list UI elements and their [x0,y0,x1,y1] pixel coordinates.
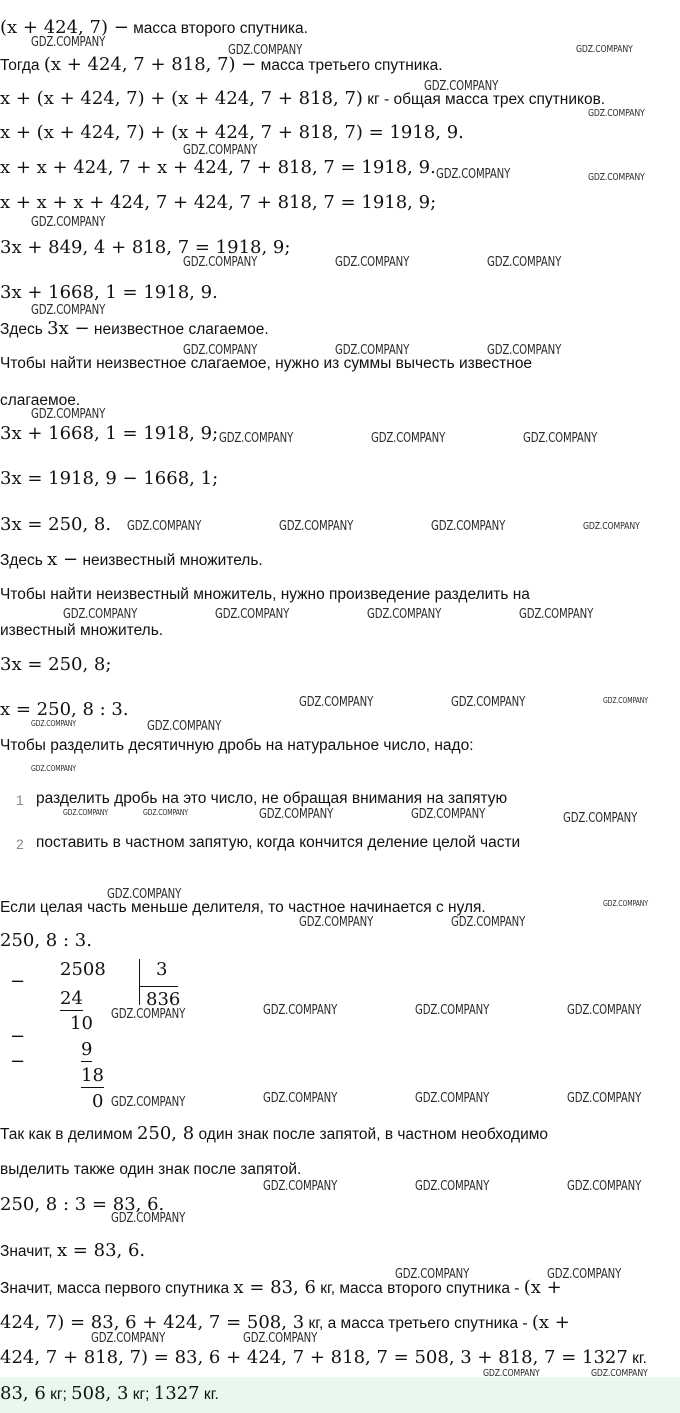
watermark: GDZ.COMPANY [395,1267,470,1282]
watermark: GDZ.COMPANY [603,696,648,705]
watermark: GDZ.COMPANY [215,607,290,622]
watermark: GDZ.COMPANY [31,764,76,773]
text-segment: кг, масса второго спутника - [315,1280,524,1297]
line-16 [0,584,680,606]
math-expression: 3x − [47,318,90,339]
math-expression: 3x + 849, 4 + 818, 7 = 1918, 9; [0,237,291,258]
line-5 [0,157,680,180]
text-segment: выделить также один знак после запятой. [0,1161,302,1178]
watermark: GDZ.COMPANY [279,519,354,534]
minus-sign-3: − [10,1051,26,1072]
watermark: GDZ.COMPANY [576,44,633,55]
minus-sign-2: − [10,1026,26,1047]
watermark: GDZ.COMPANY [451,695,526,710]
math-expression: (x + [523,1277,562,1298]
subtrahend-2: 9 [81,1039,93,1060]
watermark: GDZ.COMPANY [547,1267,622,1282]
watermark: GDZ.COMPANY [183,143,258,158]
line-29 [0,1347,680,1370]
text-segment: кг, а масса третьего спутника - [304,1315,532,1332]
watermark: GDZ.COMPANY [259,807,334,822]
answer-box [0,1377,680,1413]
line-24 [0,1159,680,1181]
dividend: 2508 [60,959,106,980]
watermark: GDZ.COMPANY [603,899,648,908]
watermark: GDZ.COMPANY [183,255,258,270]
math-expression: 3x = 250, 8; [0,654,112,675]
text-segment: один знак после запятой, в частном необходимо [194,1126,549,1143]
watermark: GDZ.COMPANY [127,519,202,534]
watermark: GDZ.COMPANY [143,808,188,817]
watermark: GDZ.COMPANY [111,1007,186,1022]
divisor: 3 [156,959,168,980]
watermark: GDZ.COMPANY [299,695,374,710]
watermark: GDZ.COMPANY [31,303,106,318]
math-expression: 250, 8 : 3. [0,930,92,951]
long-division [0,955,240,1115]
line-4 [0,122,680,145]
watermark: GDZ.COMPANY [63,808,108,817]
watermark: GDZ.COMPANY [31,215,106,230]
watermark: GDZ.COMPANY [335,343,410,358]
watermark: GDZ.COMPANY [31,719,76,728]
step-2-number: 2 [16,836,24,852]
math-expression: (x + 424, 7 + 818, 7) − [43,54,257,75]
watermark: GDZ.COMPANY [588,108,645,119]
text-segment: кг. [627,1350,647,1367]
math-expression: 250, 8 : 3 = 83, 6. [0,1194,165,1215]
math-expression: x = 83, 6. [56,1240,146,1261]
watermark: GDZ.COMPANY [228,43,303,58]
watermark: GDZ.COMPANY [219,431,294,446]
math-expression: x + (x + 424, 7) + (x + 424, 7 + 818, 7) = 1918, 9. [0,122,464,143]
text-segment: Если целая часть меньше делителя, то частное начинается с нуля. [0,899,486,916]
line-26 [0,1240,680,1263]
watermark: GDZ.COMPANY [263,1179,338,1194]
watermark: GDZ.COMPANY [583,521,640,532]
text-segment: кг - общая масса трех спутников. [362,91,606,108]
watermark: GDZ.COMPANY [31,407,106,422]
line-13 [0,468,680,491]
text-segment: известный множитель. [0,622,164,639]
math-expression: 1327 [153,1383,200,1404]
watermark: GDZ.COMPANY [567,1179,642,1194]
text-segment: слагаемое. [0,392,81,409]
step-1-number: 1 [16,792,24,808]
math-expression: 250, 8 [136,1123,195,1144]
line-2 [0,54,680,77]
watermark: GDZ.COMPANY [411,807,486,822]
text-segment: Чтобы найти неизвестное слагаемое, нужно из суммы вычесть известное [0,355,533,372]
line-20 [0,735,680,757]
line-23 [0,1123,680,1146]
text-segment: кг; [45,1386,72,1403]
watermark: GDZ.COMPANY [183,343,258,358]
line-8 [0,282,680,305]
watermark: GDZ.COMPANY [436,167,511,182]
line-6 [0,192,680,215]
answer-line [0,1383,680,1406]
watermark: GDZ.COMPANY [367,607,442,622]
watermark: GDZ.COMPANY [487,343,562,358]
watermark: GDZ.COMPANY [415,1179,490,1194]
watermark: GDZ.COMPANY [567,1091,642,1106]
final-remainder: 0 [92,1091,104,1112]
watermark: GDZ.COMPANY [431,519,506,534]
watermark: GDZ.COMPANY [335,255,410,270]
watermark: GDZ.COMPANY [111,1211,186,1226]
watermark: GDZ.COMPANY [588,172,645,183]
minus-sign-1: − [10,971,26,992]
math-expression: x + x + 424, 7 + x + 424, 7 + 818, 7 = 1918, 9. [0,157,436,178]
line-15 [0,549,680,572]
watermark: GDZ.COMPANY [243,1331,318,1346]
text-segment: кг. [199,1386,219,1403]
text-segment: Здесь [0,552,48,569]
math-expression: x + (x + 424, 7) + (x + 424, 7 + 818, 7) [0,88,363,109]
math-expression: 83, 6 [0,1383,46,1404]
watermark: GDZ.COMPANY [147,719,222,734]
math-expression: x = 250, 8 : 3. [0,699,129,720]
text-segment: Тогда [0,57,44,74]
watermark: GDZ.COMPANY [483,1368,540,1379]
watermark: GDZ.COMPANY [563,811,638,826]
text-segment: неизвестное слагаемое. [89,321,269,338]
watermark: GDZ.COMPANY [371,431,446,446]
text-segment: Чтобы найти неизвестный множитель, нужно произведение разделить на [0,586,530,603]
watermark: GDZ.COMPANY [523,431,598,446]
watermark: GDZ.COMPANY [63,607,138,622]
step-1-text: разделить дробь на это число, не обращая внимания на запятую [36,790,508,807]
line-18 [0,654,680,677]
line-22 [0,930,680,953]
watermark: GDZ.COMPANY [567,1003,642,1018]
step-2-text: поставить в частном запятую, когда кончится деление целой части [36,834,521,851]
math-expression: (x + 424, 7) − [0,17,129,38]
math-expression: 3x + 1668, 1 = 1918, 9; [0,423,219,444]
math-expression: 424, 7) = 83, 6 + 424, 7 = 508, 3 [0,1312,305,1333]
text-segment: Значит, масса первого спутника [0,1280,234,1297]
math-expression: x − [47,549,79,570]
watermark: GDZ.COMPANY [263,1003,338,1018]
subtrahend-3: 18 [81,1065,104,1086]
watermark: GDZ.COMPANY [107,887,182,902]
math-expression: 3x = 1918, 9 − 1668, 1; [0,468,219,489]
line-3 [0,88,680,111]
text-segment: Значит, [0,1243,57,1260]
watermark: GDZ.COMPANY [451,915,526,930]
line-25 [0,1194,680,1217]
quotient-line [140,986,178,987]
line-17 [0,620,680,642]
watermark: GDZ.COMPANY [415,1003,490,1018]
math-expression: 3x = 250, 8. [0,514,112,535]
math-expression: x + x + x + 424, 7 + 424, 7 + 818, 7 = 1918, 9; [0,192,437,213]
watermark: GDZ.COMPANY [591,1368,648,1379]
math-expression: x = 83, 6 [233,1277,316,1298]
text-segment: неизвестный множитель. [78,552,263,569]
quotient: 836 [146,989,181,1010]
watermark: GDZ.COMPANY [487,255,562,270]
watermark: GDZ.COMPANY [415,1091,490,1106]
watermark: GDZ.COMPANY [263,1091,338,1106]
text-segment: масса второго спутника. [128,20,308,37]
math-expression: 424, 7 + 818, 7) = 83, 6 + 424, 7 + 818, 7 = 508, 3 + 818, 7 = 1327 [0,1347,628,1368]
text-segment: Так как в делимом [0,1126,137,1143]
line-9 [0,318,680,341]
text-segment: Здесь [0,321,48,338]
watermark: GDZ.COMPANY [31,35,106,50]
watermark: GDZ.COMPANY [91,1331,166,1346]
watermark: GDZ.COMPANY [424,79,499,94]
text-segment: масса третьего спутника. [256,57,443,74]
text-segment: кг; [128,1386,154,1403]
remainder-1: 10 [70,1013,93,1034]
division-bracket [139,959,140,1005]
subtrahend-1: 24 [60,988,83,1009]
watermark: GDZ.COMPANY [111,1095,186,1110]
watermark: GDZ.COMPANY [299,915,374,930]
math-expression: 508, 3 [71,1383,129,1404]
math-expression: 3x + 1668, 1 = 1918, 9. [0,282,218,303]
math-expression: (x + [531,1312,570,1333]
text-segment: Чтобы разделить десятичную дробь на натуральное число, надо: [0,737,474,754]
watermark: GDZ.COMPANY [519,607,594,622]
